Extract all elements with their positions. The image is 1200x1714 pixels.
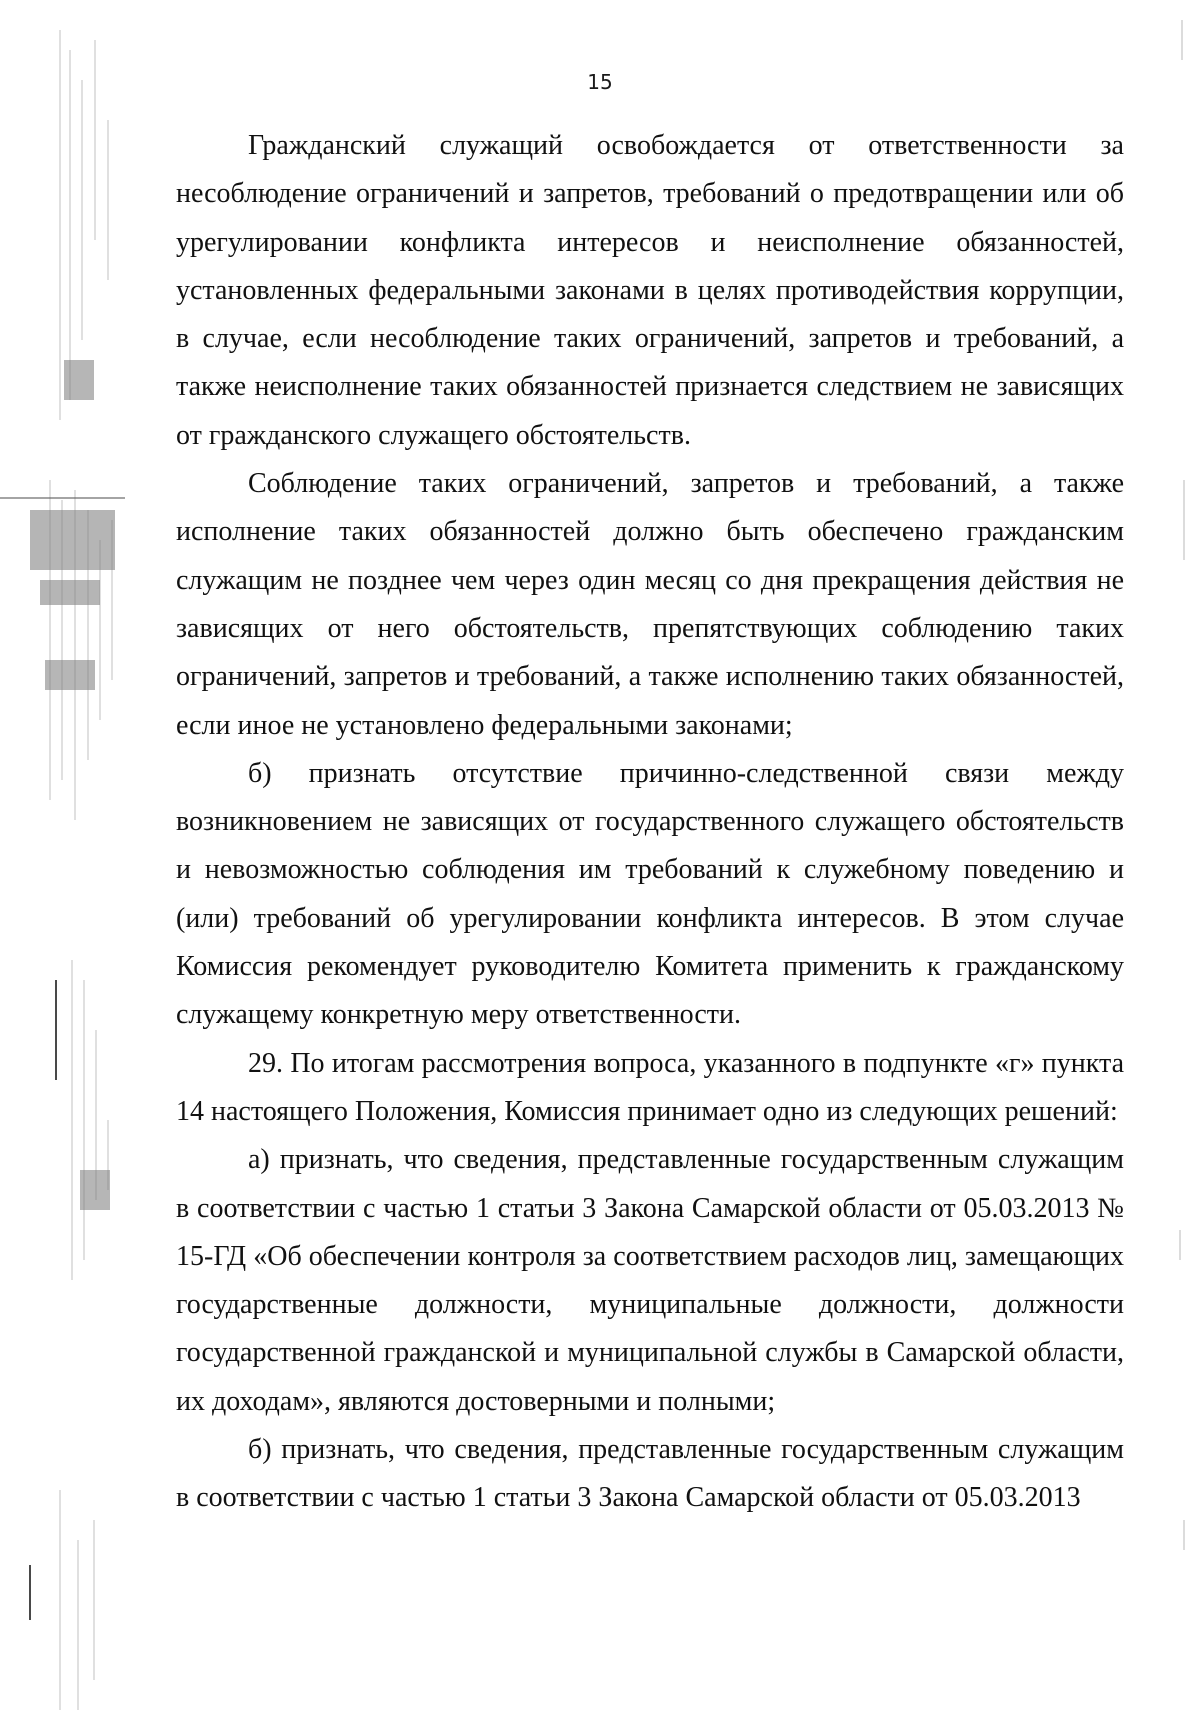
scan-artifact-right <box>1170 0 1200 1714</box>
document-body <box>176 122 1124 1523</box>
paragraph: б) признать отсутствие причинно-следственной связи между возникновением не зависящих от государственного служащего обстоятельств и невозможностью соблюдения им требований к служебному поведению и (или) требований об урегулировании конфликта интересов. В этом случае Комиссия рекомендует руководителю Комитета применить к гражданскому служащему конкретную меру ответственности. <box>176 757 1124 1031</box>
paragraph: 29. По итогам рассмотрения вопроса, указанного в подпункте «г» пункта 14 настоящего Положения, Комиссия принимает одно из следующих решений: <box>176 1047 1124 1127</box>
paragraph: Соблюдение таких ограничений, запретов и требований, а также исполнение таких обязанностей должно быть обеспечено гражданским служащим не позднее чем через один месяц со дня прекращения действия не зависящих от него обстоятельств, препятствующих соблюдению таких ограничений, запретов и требований, а также исполнению таких обязанностей, если иное не установлено федеральными законами; <box>176 468 1124 741</box>
paragraph: б) признать, что сведения, представленные государственным служащим в соответствии с частью 1 статьи 3 Закона Самарской области от 05.03.2013 <box>176 1434 1124 1514</box>
scan-artifact-left <box>0 20 150 1710</box>
paragraph: а) признать, что сведения, представленные государственным служащим в соответствии с частью 1 статьи 3 Закона Самарской области от 05.03.2013 № 15-ГД «Об обеспечении контроля за соответствием расходов лиц, замещающих государственные должности, муниципальные должности, должности государственной гражданской и муниципальной службы в Самарской области, их доходам», являются достоверными и полными; <box>176 1144 1124 1417</box>
paragraph: Гражданский служащий освобождается от ответственности за несоблюдение ограничений и запретов, требований о предотвращении или об урегулировании конфликта интересов и неисполнение обязанностей, установленных федеральными законами в целях противодействия коррупции, в случае, если несоблюдение таких ограничений, запретов и требований, а также неисполнение таких обязанностей признается следствием не зависящих от гражданского служащего обстоятельств. <box>176 130 1124 451</box>
page-number: 15 <box>587 70 613 94</box>
